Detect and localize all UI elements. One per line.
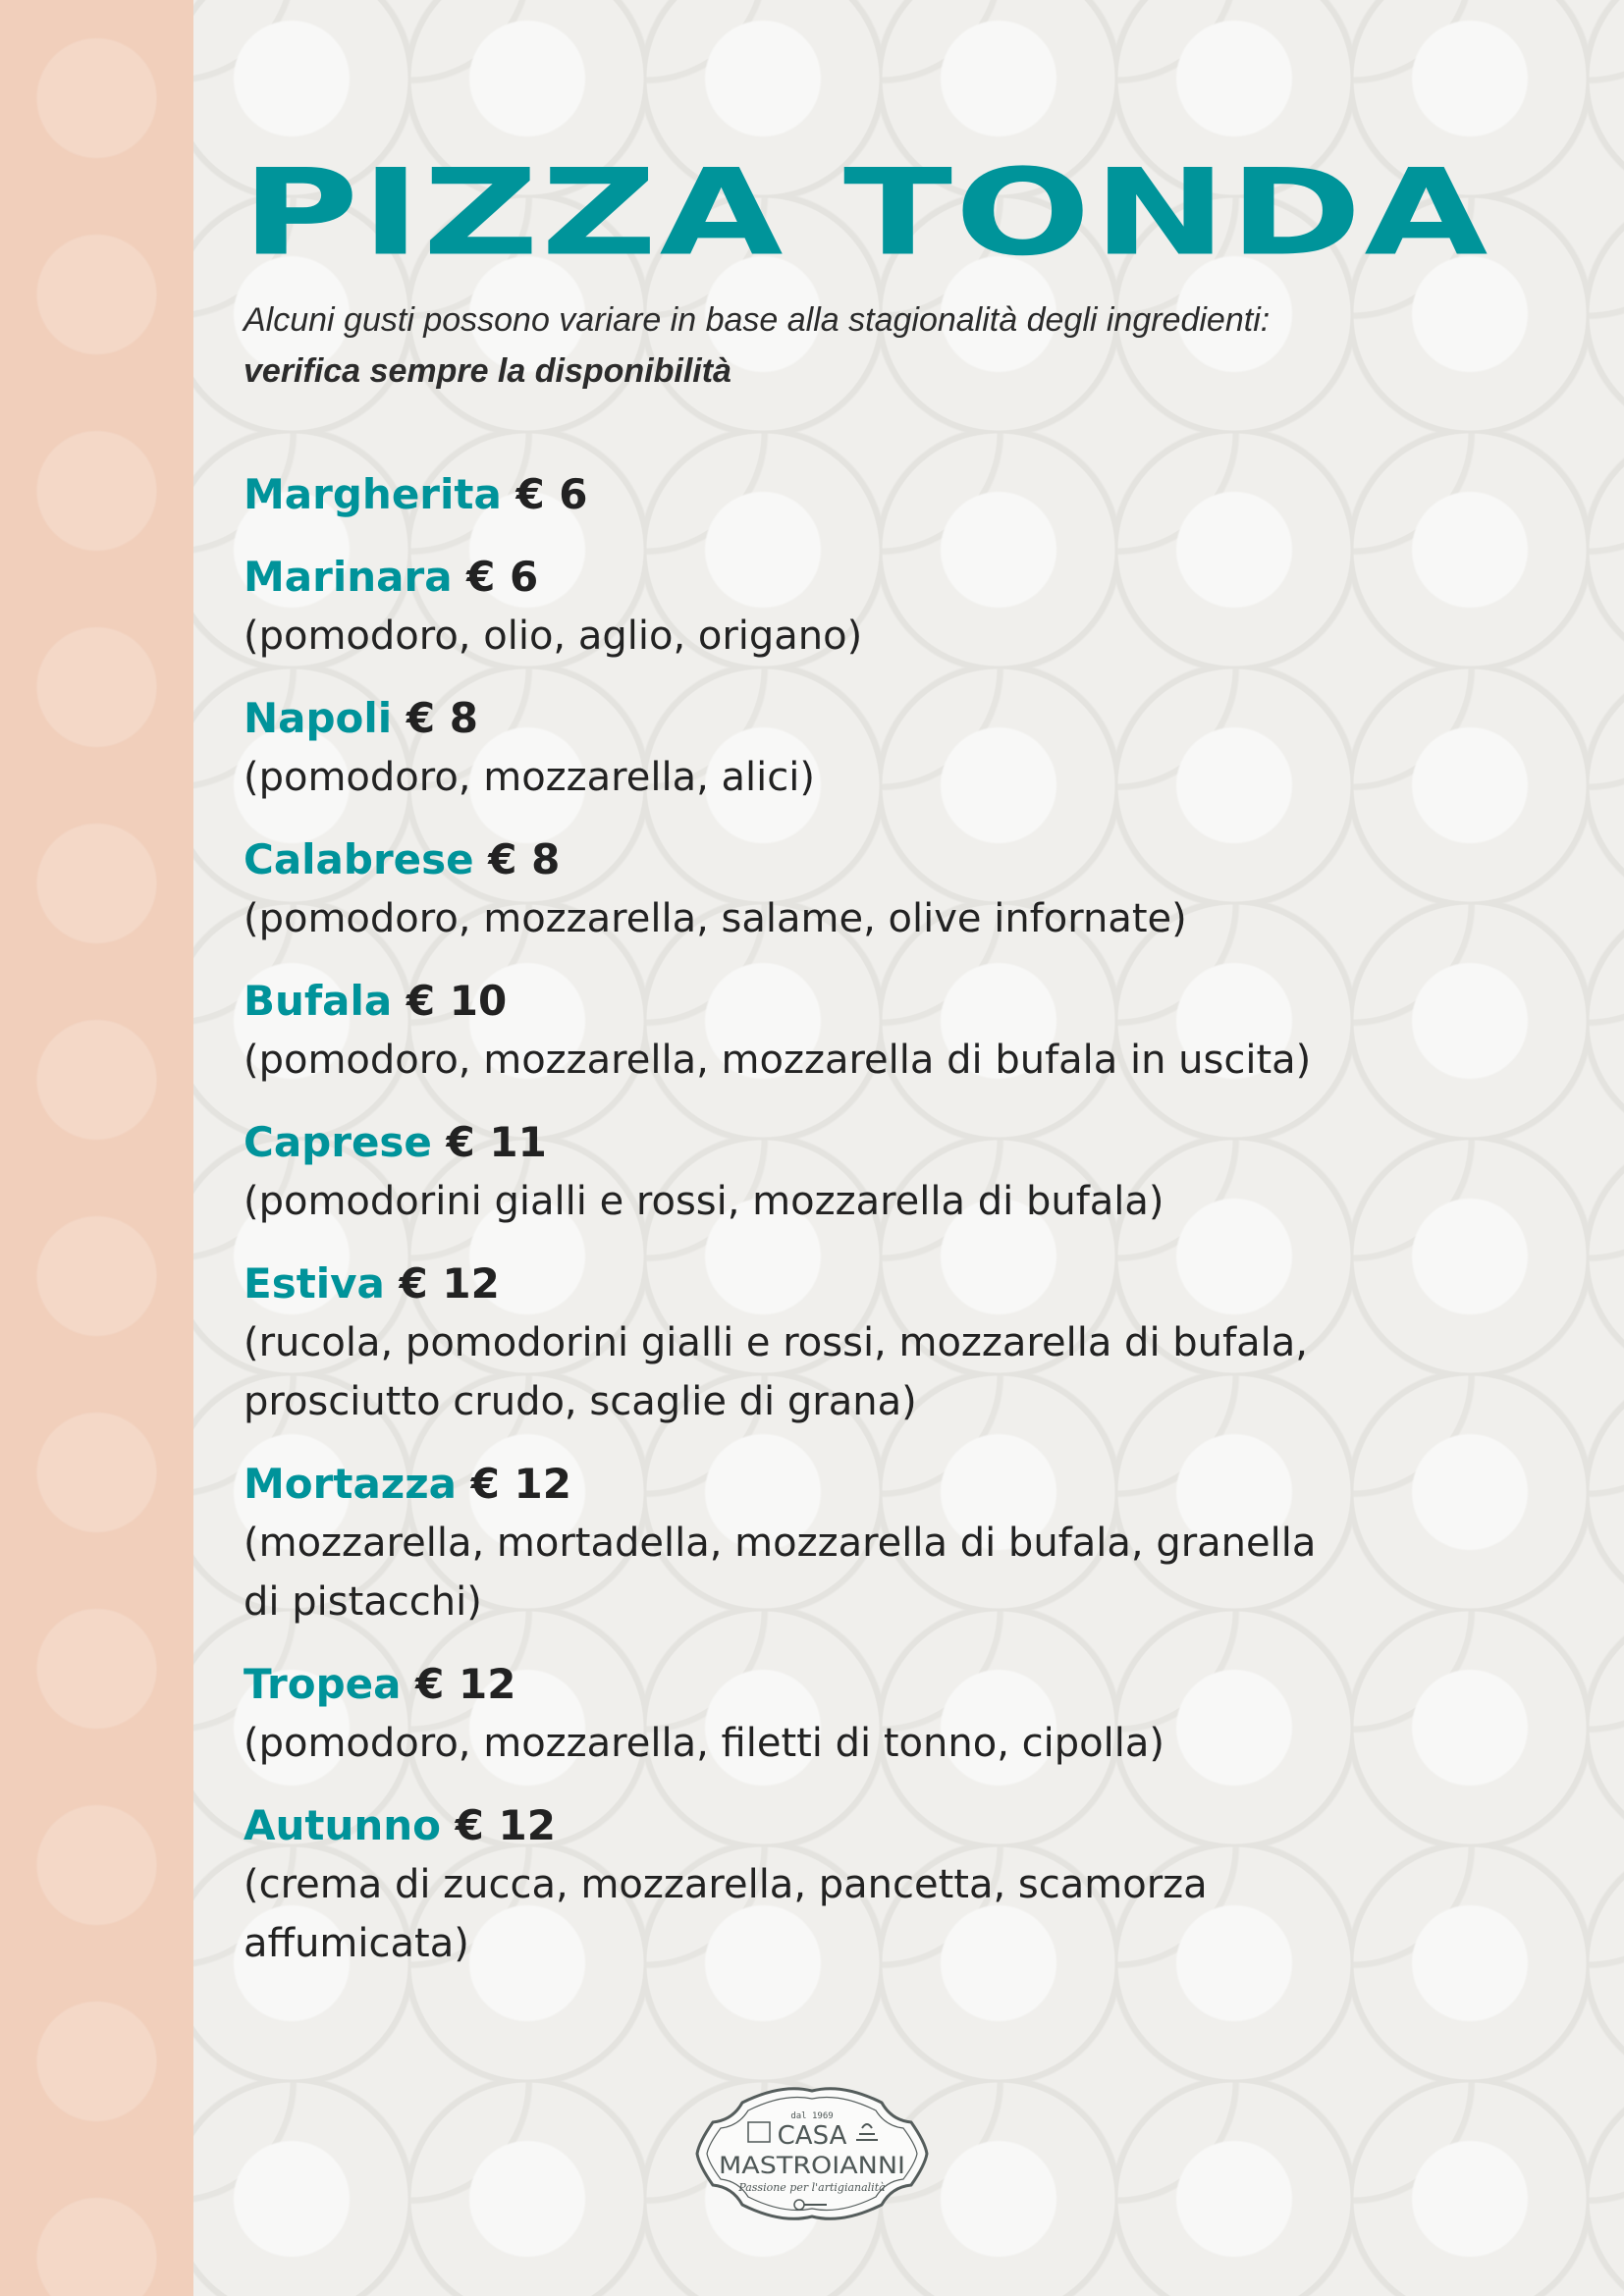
menu-item — [244, 1113, 1324, 1231]
menu-item — [244, 1796, 1324, 1973]
item-name: Calabrese — [244, 835, 474, 883]
item-ingredients: (pomodoro, mozzarella, alici) — [244, 755, 815, 800]
item-name: Mortazza — [244, 1460, 458, 1508]
item-ingredients: (mozzarella, mortadella, mozzarella di bufala, granella di pistacchi) — [244, 1521, 1317, 1625]
item-price: € 11 — [446, 1118, 547, 1166]
menu-item — [244, 465, 1324, 524]
logo-line2: MASTROIANNI — [719, 2152, 905, 2179]
item-price: € 10 — [406, 977, 508, 1025]
item-heading — [244, 1113, 1324, 1172]
item-heading — [244, 830, 1324, 889]
item-name: Margherita — [244, 470, 502, 518]
item-heading — [244, 689, 1324, 748]
item-price: € 12 — [415, 1660, 516, 1708]
item-name: Caprese — [244, 1118, 432, 1166]
item-heading — [244, 548, 1324, 607]
item-ingredients: (pomodoro, mozzarella, filetti di tonno, cipolla) — [244, 1721, 1164, 1766]
page-title: PIZZA TONDA — [242, 142, 1490, 283]
menu-item — [244, 1255, 1324, 1431]
item-price: € 6 — [515, 470, 588, 518]
item-price: € 12 — [470, 1460, 571, 1508]
casa-mastroianni-logo — [693, 2083, 931, 2224]
menu-item — [244, 1455, 1324, 1631]
menu-item — [244, 689, 1324, 807]
menu-item — [244, 972, 1324, 1090]
menu-item — [244, 1655, 1324, 1773]
item-name: Bufala — [244, 977, 393, 1025]
note-line-2: verifica sempre la disponibilità — [244, 352, 731, 390]
item-heading — [244, 1796, 1324, 1855]
item-name: Napoli — [244, 694, 393, 742]
item-ingredients: (rucola, pomodorini gialli e rossi, mozzarella di bufala, prosciutto crudo, scaglie di grana) — [244, 1320, 1308, 1424]
item-heading — [244, 1455, 1324, 1514]
item-name: Marinara — [244, 553, 453, 601]
item-heading — [244, 972, 1324, 1031]
item-name: Autunno — [244, 1801, 442, 1849]
logo-line1: CASA — [777, 2121, 847, 2151]
availability-note — [244, 294, 1270, 397]
pizza-menu-list — [244, 465, 1324, 1997]
item-price: € 12 — [455, 1801, 556, 1849]
note-line-1: Alcuni gusti possono variare in base alla stagionalità degli ingredienti: — [244, 301, 1271, 339]
item-price: € 12 — [399, 1259, 500, 1308]
item-price: € 8 — [488, 835, 561, 883]
item-price: € 8 — [406, 694, 478, 742]
item-heading — [244, 1255, 1324, 1313]
item-ingredients: (pomodoro, mozzarella, salame, olive infornate) — [244, 896, 1187, 941]
item-price: € 6 — [466, 553, 539, 601]
item-ingredients: (pomodoro, olio, aglio, origano) — [244, 614, 863, 659]
side-band — [0, 0, 193, 2296]
item-heading — [244, 465, 1324, 524]
item-ingredients: (pomodoro, mozzarella, mozzarella di bufala in uscita) — [244, 1038, 1312, 1083]
item-heading — [244, 1655, 1324, 1714]
item-name: Tropea — [244, 1660, 402, 1708]
logo-tagline: Passione per l'artigianalità — [738, 2181, 886, 2194]
menu-item — [244, 830, 1324, 948]
item-name: Estiva — [244, 1259, 385, 1308]
menu-item — [244, 548, 1324, 666]
logo-since: dal 1969 — [790, 2111, 834, 2121]
item-ingredients: (crema di zucca, mozzarella, pancetta, scamorza affumicata) — [244, 1862, 1208, 1966]
item-ingredients: (pomodorini gialli e rossi, mozzarella di bufala) — [244, 1179, 1164, 1224]
